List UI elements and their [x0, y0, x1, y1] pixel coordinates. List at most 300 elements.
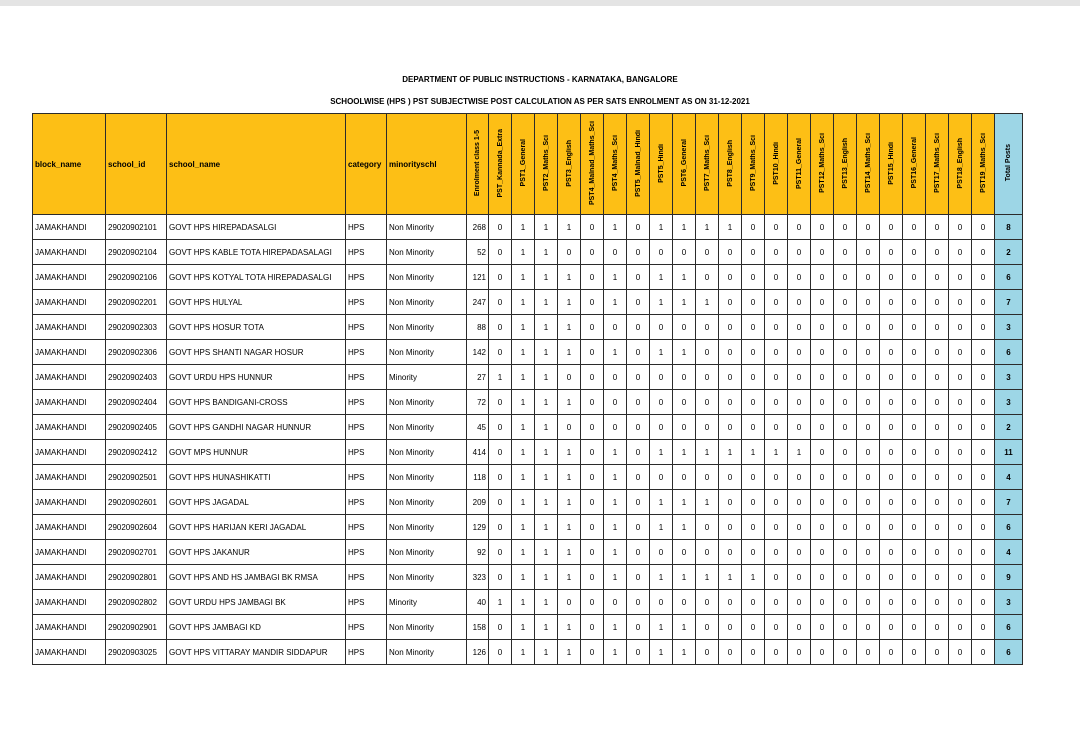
post-count-cell: 0 — [926, 515, 949, 540]
post-count-cell: 0 — [604, 315, 627, 340]
post-count-cell: 1 — [512, 515, 535, 540]
post-count-cell: 0 — [880, 440, 903, 465]
school-name-cell: GOVT HPS KOTYAL TOTA HIREPADASALGI — [167, 265, 346, 290]
post-count-cell: 1 — [512, 240, 535, 265]
col-header-pst19: PST19_Maths_Sci — [972, 114, 995, 215]
post-count-cell: 0 — [788, 390, 811, 415]
school-name-cell: GOVT HPS HOSUR TOTA — [167, 315, 346, 340]
post-count-cell: 0 — [765, 215, 788, 240]
post-count-cell: 0 — [972, 365, 995, 390]
post-count-cell: 0 — [880, 490, 903, 515]
table-row — [33, 390, 1023, 415]
post-count-cell: 0 — [742, 265, 765, 290]
post-count-cell: 1 — [558, 465, 581, 490]
post-count-cell: 0 — [788, 240, 811, 265]
post-count-cell: 0 — [627, 240, 650, 265]
block-name-cell: JAMAKHANDI — [33, 315, 106, 340]
post-count-cell: 0 — [834, 340, 857, 365]
block-name-cell: JAMAKHANDI — [33, 540, 106, 565]
enrolment-cell: 209 — [467, 490, 489, 515]
post-count-cell: 1 — [558, 340, 581, 365]
post-count-cell: 1 — [604, 265, 627, 290]
report-subtitle: SCHOOLWISE (HPS ) PST SUBJECTWISE POST CALCULATION AS PER SATS ENROLMENT AS ON 31-12-2021 — [330, 97, 750, 106]
post-count-cell: 1 — [512, 315, 535, 340]
post-count-cell: 0 — [719, 540, 742, 565]
post-count-cell: 0 — [949, 290, 972, 315]
category-cell: HPS — [346, 240, 387, 265]
post-count-cell: 0 — [903, 365, 926, 390]
post-count-cell: 0 — [719, 340, 742, 365]
table-row — [33, 265, 1023, 290]
block-name-cell: JAMAKHANDI — [33, 590, 106, 615]
post-count-cell: 0 — [673, 240, 696, 265]
post-count-cell: 0 — [788, 365, 811, 390]
block-name-cell: JAMAKHANDI — [33, 640, 106, 665]
post-count-cell: 0 — [788, 640, 811, 665]
category-cell: HPS — [346, 490, 387, 515]
post-count-cell: 0 — [834, 215, 857, 240]
post-count-cell: 0 — [696, 540, 719, 565]
school-id-cell: 29020902604 — [106, 515, 167, 540]
table-row — [33, 565, 1023, 590]
post-count-cell: 0 — [742, 515, 765, 540]
minority-cell: Non Minority — [387, 340, 467, 365]
total-posts-cell: 6 — [995, 265, 1023, 290]
block-name-cell: JAMAKHANDI — [33, 415, 106, 440]
col-header-pst2: PST2_Maths_Sci — [535, 114, 558, 215]
post-count-cell: 0 — [765, 315, 788, 340]
post-count-cell: 0 — [650, 465, 673, 490]
post-count-cell: 0 — [857, 290, 880, 315]
total-posts-cell: 3 — [995, 365, 1023, 390]
post-count-cell: 0 — [627, 465, 650, 490]
post-count-cell: 0 — [880, 215, 903, 240]
post-count-cell: 1 — [558, 490, 581, 515]
post-count-cell: 0 — [811, 640, 834, 665]
window-top-bar — [0, 0, 1080, 6]
post-count-cell: 0 — [696, 415, 719, 440]
post-count-cell: 0 — [696, 615, 719, 640]
post-count-cell: 0 — [604, 365, 627, 390]
post-count-cell: 0 — [673, 315, 696, 340]
enrolment-cell: 268 — [467, 215, 489, 240]
post-count-cell: 1 — [604, 515, 627, 540]
block-name-cell: JAMAKHANDI — [33, 440, 106, 465]
post-count-cell: 1 — [512, 390, 535, 415]
post-count-cell: 0 — [696, 365, 719, 390]
post-count-cell: 0 — [742, 640, 765, 665]
post-count-cell: 0 — [627, 615, 650, 640]
post-count-cell: 0 — [857, 640, 880, 665]
post-count-cell: 0 — [972, 590, 995, 615]
post-count-cell: 1 — [673, 490, 696, 515]
post-count-cell: 0 — [811, 540, 834, 565]
post-count-cell: 0 — [857, 440, 880, 465]
post-count-cell: 1 — [673, 265, 696, 290]
post-count-cell: 0 — [742, 490, 765, 515]
col-header-block-name: block_name — [33, 114, 106, 215]
post-count-cell: 1 — [489, 365, 512, 390]
post-count-cell: 1 — [558, 540, 581, 565]
col-header-pst7: PST7_Maths_Sci — [696, 114, 719, 215]
post-count-cell: 0 — [857, 615, 880, 640]
post-count-cell: 1 — [650, 640, 673, 665]
minority-cell: Non Minority — [387, 240, 467, 265]
post-count-cell: 0 — [627, 390, 650, 415]
post-count-cell: 0 — [834, 290, 857, 315]
category-cell: HPS — [346, 615, 387, 640]
post-count-cell: 0 — [880, 265, 903, 290]
post-count-cell: 0 — [857, 365, 880, 390]
post-count-cell: 0 — [489, 290, 512, 315]
post-count-cell: 1 — [535, 640, 558, 665]
post-count-cell: 0 — [811, 340, 834, 365]
table-row — [33, 315, 1023, 340]
block-name-cell: JAMAKHANDI — [33, 365, 106, 390]
category-cell: HPS — [346, 515, 387, 540]
post-count-cell: 0 — [857, 340, 880, 365]
post-count-cell: 0 — [857, 240, 880, 265]
col-header-minority: minorityschl — [387, 114, 467, 215]
post-count-cell: 1 — [558, 565, 581, 590]
col-header-pst10: PST10_Hindi — [765, 114, 788, 215]
post-count-cell: 0 — [489, 340, 512, 365]
post-count-cell: 1 — [535, 465, 558, 490]
post-count-cell: 0 — [650, 590, 673, 615]
enrolment-cell: 27 — [467, 365, 489, 390]
post-count-cell: 0 — [696, 340, 719, 365]
table-row — [33, 615, 1023, 640]
post-count-cell: 0 — [765, 365, 788, 390]
total-posts-cell: 6 — [995, 515, 1023, 540]
post-count-cell: 0 — [811, 240, 834, 265]
post-count-cell: 1 — [719, 215, 742, 240]
post-count-cell: 0 — [627, 515, 650, 540]
school-name-cell: GOVT HPS KABLE TOTA HIREPADASALAGI — [167, 240, 346, 265]
post-count-cell: 1 — [696, 490, 719, 515]
post-count-cell: 0 — [972, 240, 995, 265]
post-count-cell: 0 — [650, 540, 673, 565]
school-id-cell: 29020902306 — [106, 340, 167, 365]
post-count-cell: 0 — [811, 415, 834, 440]
post-count-cell: 1 — [673, 290, 696, 315]
post-count-cell: 1 — [673, 440, 696, 465]
post-count-cell: 0 — [581, 315, 604, 340]
post-count-cell: 0 — [926, 215, 949, 240]
school-id-cell: 29020902403 — [106, 365, 167, 390]
post-count-cell: 0 — [949, 215, 972, 240]
post-count-cell: 0 — [972, 390, 995, 415]
post-count-cell: 0 — [581, 590, 604, 615]
category-cell: HPS — [346, 340, 387, 365]
post-count-cell: 1 — [489, 590, 512, 615]
col-header-pst4: PST4_Maths_Sci — [604, 114, 627, 215]
school-id-cell: 29020902701 — [106, 540, 167, 565]
post-count-cell: 0 — [811, 465, 834, 490]
post-count-cell: 0 — [788, 565, 811, 590]
col-header-pst12: PST12_Maths_Sci — [811, 114, 834, 215]
post-count-cell: 0 — [581, 290, 604, 315]
post-count-cell: 1 — [535, 340, 558, 365]
post-count-cell: 0 — [581, 465, 604, 490]
minority-cell: Minority — [387, 590, 467, 615]
post-count-cell: 0 — [604, 390, 627, 415]
post-count-cell: 1 — [535, 365, 558, 390]
post-count-cell: 0 — [627, 565, 650, 590]
post-count-cell: 0 — [696, 240, 719, 265]
post-count-cell: 0 — [949, 615, 972, 640]
post-count-cell: 1 — [512, 290, 535, 315]
total-posts-cell: 3 — [995, 590, 1023, 615]
post-count-cell: 0 — [857, 390, 880, 415]
post-count-cell: 0 — [650, 390, 673, 415]
post-count-cell: 0 — [765, 265, 788, 290]
post-count-cell: 1 — [535, 540, 558, 565]
post-count-cell: 0 — [903, 265, 926, 290]
post-count-cell: 1 — [650, 565, 673, 590]
post-count-cell: 1 — [673, 515, 696, 540]
post-count-cell: 0 — [489, 565, 512, 590]
category-cell: HPS — [346, 590, 387, 615]
post-count-cell: 0 — [972, 440, 995, 465]
post-count-cell: 0 — [788, 290, 811, 315]
table-row — [33, 340, 1023, 365]
post-count-cell: 0 — [972, 340, 995, 365]
post-count-cell: 0 — [949, 565, 972, 590]
post-count-cell: 0 — [972, 315, 995, 340]
table-row — [33, 415, 1023, 440]
post-count-cell: 1 — [696, 440, 719, 465]
post-count-cell: 0 — [765, 515, 788, 540]
school-name-cell: GOVT HPS SHANTI NAGAR HOSUR — [167, 340, 346, 365]
col-header-total-posts: Total Posts — [995, 114, 1023, 215]
post-count-cell: 0 — [949, 240, 972, 265]
post-count-cell: 0 — [880, 615, 903, 640]
post-count-cell: 0 — [719, 490, 742, 515]
post-count-cell: 1 — [512, 215, 535, 240]
post-count-cell: 0 — [742, 415, 765, 440]
post-count-cell: 0 — [558, 415, 581, 440]
post-count-cell: 0 — [742, 365, 765, 390]
post-count-cell: 0 — [834, 590, 857, 615]
post-count-cell: 0 — [627, 365, 650, 390]
post-count-cell: 0 — [811, 515, 834, 540]
post-count-cell: 1 — [535, 615, 558, 640]
post-count-cell: 0 — [581, 265, 604, 290]
post-count-cell: 0 — [926, 365, 949, 390]
post-count-cell: 1 — [535, 415, 558, 440]
post-count-cell: 1 — [535, 490, 558, 515]
total-posts-cell: 4 — [995, 540, 1023, 565]
post-count-cell: 0 — [880, 565, 903, 590]
post-count-cell: 0 — [834, 540, 857, 565]
post-count-cell: 0 — [788, 265, 811, 290]
post-count-cell: 0 — [673, 365, 696, 390]
post-count-cell: 0 — [949, 590, 972, 615]
school-name-cell: GOVT HPS BANDIGANI-CROSS — [167, 390, 346, 415]
post-count-cell: 0 — [788, 590, 811, 615]
post-count-cell: 0 — [742, 215, 765, 240]
school-name-cell: GOVT HPS AND HS JAMBAGI BK RMSA — [167, 565, 346, 590]
post-count-cell: 0 — [765, 465, 788, 490]
minority-cell: Non Minority — [387, 515, 467, 540]
enrolment-cell: 129 — [467, 515, 489, 540]
col-header-pst1: PST1_General — [512, 114, 535, 215]
post-count-cell: 0 — [581, 490, 604, 515]
enrolment-cell: 52 — [467, 240, 489, 265]
minority-cell: Non Minority — [387, 390, 467, 415]
category-cell: HPS — [346, 215, 387, 240]
post-count-cell: 0 — [857, 415, 880, 440]
post-count-cell: 1 — [788, 440, 811, 465]
post-count-cell: 0 — [972, 465, 995, 490]
minority-cell: Non Minority — [387, 465, 467, 490]
post-count-cell: 0 — [903, 515, 926, 540]
school-id-cell: 29020902802 — [106, 590, 167, 615]
post-count-cell: 0 — [972, 640, 995, 665]
post-count-cell: 0 — [742, 340, 765, 365]
post-count-cell: 0 — [880, 340, 903, 365]
post-count-cell: 1 — [512, 340, 535, 365]
col-header-pst14: PST14_Maths_Sci — [857, 114, 880, 215]
post-count-cell: 1 — [535, 265, 558, 290]
post-count-cell: 0 — [788, 490, 811, 515]
post-count-cell: 0 — [558, 240, 581, 265]
post-count-cell: 0 — [880, 540, 903, 565]
post-count-cell: 0 — [834, 490, 857, 515]
school-id-cell: 29020902801 — [106, 565, 167, 590]
post-count-cell: 0 — [972, 515, 995, 540]
col-header-enrolment: Enrolment class 1-5 — [467, 114, 489, 215]
post-count-cell: 0 — [926, 615, 949, 640]
post-count-cell: 0 — [926, 415, 949, 440]
post-count-cell: 0 — [903, 590, 926, 615]
post-count-cell: 0 — [581, 215, 604, 240]
post-calculation-table — [32, 113, 1023, 665]
post-count-cell: 1 — [604, 290, 627, 315]
post-count-cell: 0 — [627, 590, 650, 615]
total-posts-cell: 4 — [995, 465, 1023, 490]
post-count-cell: 0 — [949, 365, 972, 390]
col-header-pst4-malnad: PST4_Malnad_Maths_Sci — [581, 114, 604, 215]
post-count-cell: 0 — [581, 615, 604, 640]
table-row — [33, 440, 1023, 465]
school-id-cell: 29020903025 — [106, 640, 167, 665]
post-count-cell: 0 — [581, 340, 604, 365]
post-count-cell: 0 — [719, 240, 742, 265]
total-posts-cell: 6 — [995, 340, 1023, 365]
post-count-cell: 0 — [604, 240, 627, 265]
post-count-cell: 0 — [811, 590, 834, 615]
minority-cell: Minority — [387, 365, 467, 390]
total-posts-cell: 11 — [995, 440, 1023, 465]
post-count-cell: 1 — [535, 315, 558, 340]
post-count-cell: 0 — [857, 315, 880, 340]
block-name-cell: JAMAKHANDI — [33, 490, 106, 515]
post-count-cell: 1 — [512, 415, 535, 440]
post-count-cell: 1 — [650, 440, 673, 465]
post-count-cell: 1 — [604, 465, 627, 490]
table-row — [33, 640, 1023, 665]
post-count-cell: 0 — [834, 515, 857, 540]
table-row — [33, 465, 1023, 490]
post-count-cell: 0 — [788, 615, 811, 640]
block-name-cell: JAMAKHANDI — [33, 615, 106, 640]
post-count-cell: 0 — [811, 440, 834, 465]
post-count-cell: 0 — [627, 265, 650, 290]
post-count-cell: 1 — [512, 365, 535, 390]
post-count-cell: 1 — [535, 240, 558, 265]
post-count-cell: 1 — [535, 215, 558, 240]
minority-cell: Non Minority — [387, 315, 467, 340]
category-cell: HPS — [346, 640, 387, 665]
post-count-cell: 1 — [535, 390, 558, 415]
enrolment-cell: 121 — [467, 265, 489, 290]
post-count-cell: 0 — [719, 515, 742, 540]
post-count-cell: 0 — [834, 565, 857, 590]
block-name-cell: JAMAKHANDI — [33, 390, 106, 415]
post-count-cell: 1 — [558, 290, 581, 315]
school-id-cell: 29020902501 — [106, 465, 167, 490]
post-count-cell: 0 — [742, 590, 765, 615]
enrolment-cell: 72 — [467, 390, 489, 415]
post-count-cell: 0 — [489, 215, 512, 240]
enrolment-cell: 92 — [467, 540, 489, 565]
post-count-cell: 0 — [627, 490, 650, 515]
post-count-cell: 0 — [696, 515, 719, 540]
post-count-cell: 0 — [673, 465, 696, 490]
header-row — [33, 114, 1023, 215]
post-count-cell: 0 — [604, 415, 627, 440]
minority-cell: Non Minority — [387, 490, 467, 515]
post-count-cell: 1 — [558, 440, 581, 465]
post-count-cell: 0 — [972, 215, 995, 240]
post-count-cell: 0 — [857, 215, 880, 240]
post-count-cell: 0 — [903, 565, 926, 590]
post-count-cell: 1 — [673, 615, 696, 640]
post-count-cell: 0 — [926, 465, 949, 490]
minority-cell: Non Minority — [387, 640, 467, 665]
post-count-cell: 0 — [650, 240, 673, 265]
post-count-cell: 0 — [903, 240, 926, 265]
col-header-pst5-malnad: PST5_Malnad_Hindi — [627, 114, 650, 215]
post-count-cell: 1 — [558, 640, 581, 665]
post-count-cell: 0 — [949, 515, 972, 540]
enrolment-cell: 45 — [467, 415, 489, 440]
post-count-cell: 1 — [558, 315, 581, 340]
post-count-cell: 0 — [903, 615, 926, 640]
post-count-cell: 0 — [765, 540, 788, 565]
post-count-cell: 0 — [880, 240, 903, 265]
post-count-cell: 0 — [489, 265, 512, 290]
post-count-cell: 1 — [650, 515, 673, 540]
post-count-cell: 0 — [673, 415, 696, 440]
enrolment-cell: 88 — [467, 315, 489, 340]
post-count-cell: 0 — [581, 515, 604, 540]
post-count-cell: 0 — [604, 590, 627, 615]
col-header-pst17: PST17_Maths_Sci — [926, 114, 949, 215]
post-count-cell: 0 — [765, 490, 788, 515]
post-count-cell: 0 — [489, 240, 512, 265]
post-count-cell: 0 — [719, 615, 742, 640]
col-header-pst8: PST8_English — [719, 114, 742, 215]
post-count-cell: 1 — [650, 215, 673, 240]
post-count-cell: 0 — [903, 290, 926, 315]
post-count-cell: 1 — [604, 540, 627, 565]
post-count-cell: 0 — [788, 215, 811, 240]
post-count-cell: 1 — [650, 490, 673, 515]
block-name-cell: JAMAKHANDI — [33, 215, 106, 240]
